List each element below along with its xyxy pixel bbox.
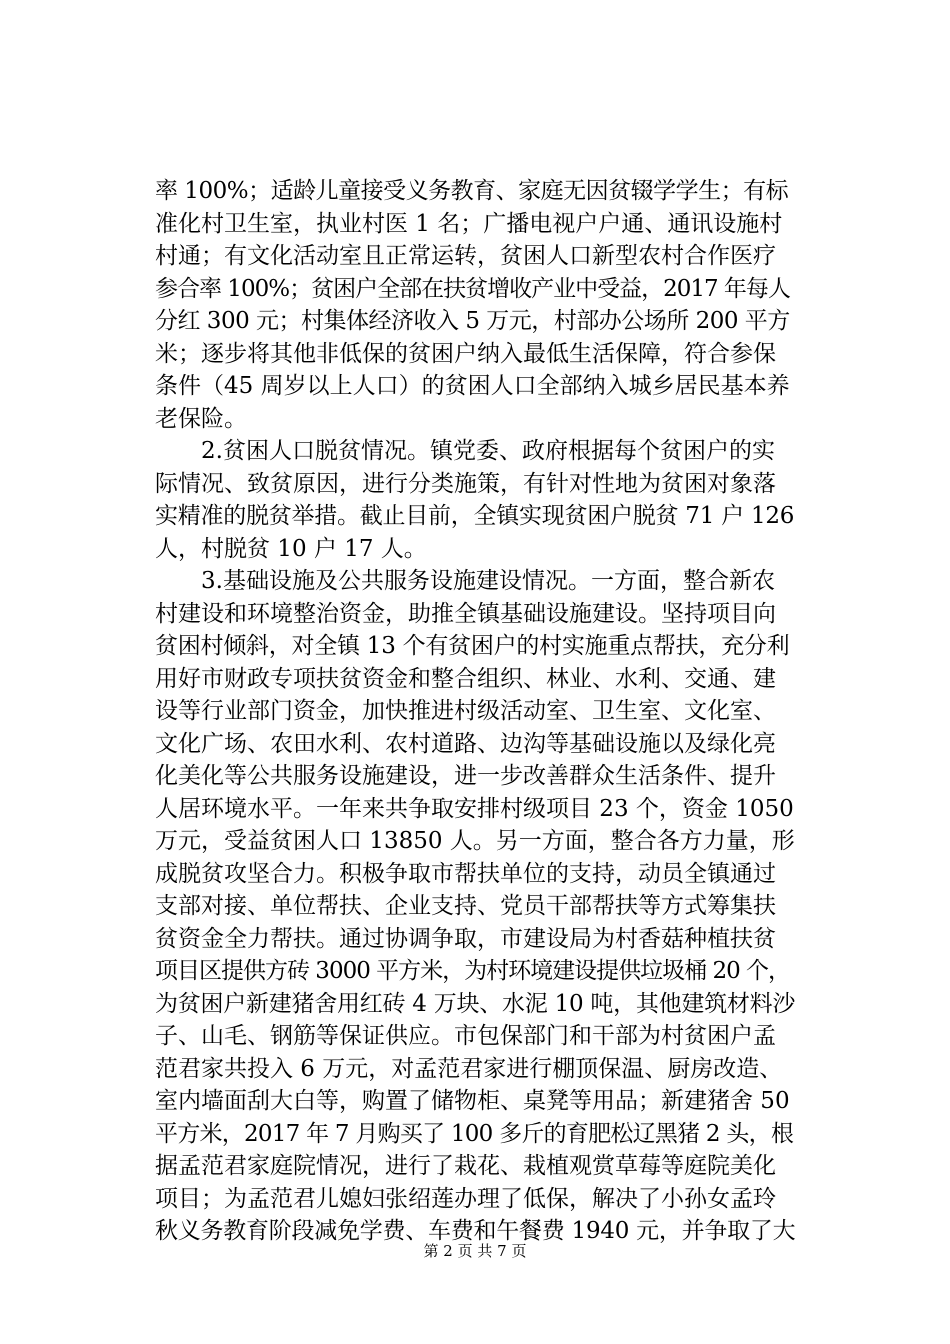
text-line: 分红 300 元；村集体经济收入 5 万元，村部办公场所 200 平方 [155,308,790,334]
text-line: 贫困村倾斜，对全镇 13 个有贫困户的村实施重点帮扶，充分利 [155,633,790,659]
text-line: 项目；为孟范君儿媳妇张绍莲办理了低保，解决了小孙女孟玲 [155,1185,776,1212]
body-text [155,175,795,1248]
text-line: 贫资金全力帮扶。通过协调争取，市建设局为村香菇种植扶贫 [155,925,776,952]
text-line: 平方米，2017 年 7 月购买了 100 多斤的育肥松辽黑猪 2 头，根 [155,1120,794,1147]
text-line: 用好市财政专项扶贫资金和整合组织、林业、水利、交通、建 [155,665,776,692]
text-line: 项目区提供方砖 3000 平方米，为村环境建设提供垃圾桶 20 个， [155,958,791,984]
text-line: 范君家共投入 6 万元，对孟范君家进行棚顶保温、厨房改造、 [155,1055,783,1082]
text-line: 设等行业部门资金，加快推进村级活动室、卫生室、文化室、 [155,698,776,724]
text-line: 老保险。 [155,405,247,432]
text-line: 参合率 100%；贫困户全部在扶贫增收产业中受益，2017 年每人 [155,275,790,302]
text-line: 文化广场、农田水利、农村道路、边沟等基础设施以及绿化亮 [155,730,776,757]
text-line: 子、山毛、钢筋等保证供应。市包保部门和干部为村贫困户孟 [155,1023,776,1049]
text-line: 村建设和环境整治资金，助推全镇基础设施建设。坚持项目向 [155,600,776,627]
text-line: 3.基础设施及公共服务设施建设情况。一方面，整合新农 [155,568,775,594]
text-line: 成脱贫攻坚合力。积极争取市帮扶单位的支持，动员全镇通过 [155,860,776,887]
text-line: 室内墙面刮大白等，购置了储物柜、桌凳等用品；新建猪舍 50 [155,1088,790,1114]
text-line: 为贫困户新建猪舍用红砖 4 万块、水泥 10 吨，其他建筑材料沙 [155,990,796,1017]
text-line: 准化村卫生室，执业村医 1 名；广播电视户户通、通讯设施村 [155,210,783,237]
text-line: 米；逐步将其他非低保的贫困户纳入最低生活保障，符合参保 [155,340,776,367]
text-line: 村通；有文化活动室且正常运转，贫困人口新型农村合作医疗 [155,243,776,269]
text-line: 秋义务教育阶段减免学费、车费和午餐费 1940 元，并争取了大 [155,1218,796,1244]
page-number: 第 2 页 共 7 页 [423,1242,527,1260]
text-line: 万元，受益贫困人口 13850 人。另一方面，整合各方力量，形 [155,828,795,854]
page-footer [0,1241,950,1261]
text-line: 际情况、致贫原因，进行分类施策，有针对性地为贫困对象落 [155,470,776,497]
text-line: 支部对接、单位帮扶、企业支持、党员干部帮扶等方式筹集扶 [155,893,776,919]
text-line: 化美化等公共服务设施建设，进一步改善群众生活条件、提升 [155,763,776,789]
text-line: 率 100%；适龄儿童接受义务教育、家庭无因贫辍学学生；有标 [155,178,789,204]
text-line: 据孟范君家庭院情况，进行了栽花、栽植观赏草莓等庭院美化 [155,1153,776,1179]
text-line: 人，村脱贫 10 户 17 人。 [155,535,427,562]
text-line: 人居环境水平。一年来共争取安排村级项目 23 个，资金 1050 [155,795,794,822]
text-line: 2.贫困人口脱贫情况。镇党委、政府根据每个贫困户的实 [155,438,775,464]
text-line: 条件（45 周岁以上人口）的贫困人口全部纳入城乡居民基本养 [155,373,790,399]
text-line: 实精准的脱贫举措。截止目前，全镇实现贫困户脱贫 71 户 126 [155,503,795,529]
